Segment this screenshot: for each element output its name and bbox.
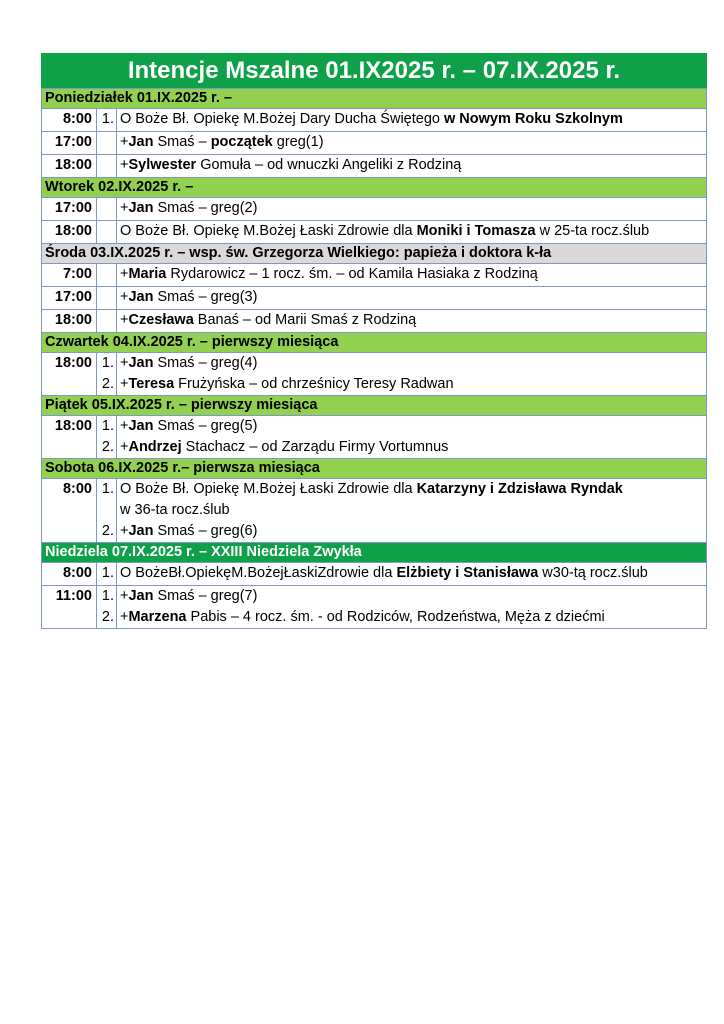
intention-texts (117, 198, 707, 221)
day-header: Wtorek 02.IX.2025 r. – (42, 178, 707, 198)
intention-texts (117, 221, 707, 244)
mass-time: 7:00 (42, 264, 97, 287)
intention-texts (117, 310, 707, 333)
intention-number: 1. (101, 418, 114, 434)
intention-number: 1. (101, 481, 114, 497)
intention-text: + (120, 376, 129, 392)
mass-time: 8:00 (42, 563, 97, 586)
intention-name: Jan (128, 588, 154, 604)
mass-row (42, 132, 707, 155)
intention-number: 2. (101, 439, 114, 455)
intention-text: + (120, 588, 129, 604)
intention-text: + (120, 134, 129, 150)
intention-line (120, 198, 703, 219)
intention-number (97, 132, 114, 153)
intention-name: początek (210, 134, 273, 150)
intention-numbers (97, 198, 117, 221)
intention-number (97, 198, 114, 219)
day-header-row (42, 89, 707, 109)
day-header: Piątek 05.IX.2025 r. – pierwszy miesiąca (42, 396, 707, 416)
intention-line (120, 479, 703, 500)
intention-text: Smaś – greg(7) (153, 588, 258, 604)
intention-text: greg(1) (272, 134, 324, 150)
day-header-row (42, 543, 707, 563)
intention-numbers (97, 479, 117, 543)
intention-numbers (97, 155, 117, 178)
mass-time: 17:00 (42, 287, 97, 310)
intention-numbers (97, 132, 117, 155)
intention-name: Jan (128, 418, 154, 434)
mass-row (42, 155, 707, 178)
intention-number: 2. (101, 376, 114, 392)
mass-time: 17:00 (42, 132, 97, 155)
intention-text: Smaś – greg(3) (153, 289, 258, 305)
intention-text: Smaś – greg(4) (153, 355, 258, 371)
mass-row (42, 479, 707, 543)
intention-name: Sylwester (128, 157, 197, 173)
intention-text: Smaś – greg(5) (153, 418, 258, 434)
intention-name: Czesława (128, 312, 194, 328)
intention-name: Jan (128, 523, 154, 539)
page-title: Intencje Mszalne 01.IX2025 r. – 07.IX.2025 r. (41, 53, 707, 88)
day-header: Niedziela 07.IX.2025 r. – XXIII Niedziela Zwykła (42, 543, 707, 563)
intention-line (120, 155, 703, 176)
intentions-document (41, 53, 707, 629)
mass-row (42, 563, 707, 586)
intention-text: O Boże Bł. Opiekę M.Bożej Łaski Zdrowie dla (120, 481, 417, 497)
intention-line (120, 586, 703, 607)
intention-texts (117, 586, 707, 629)
day-header-row (42, 333, 707, 353)
intention-line (120, 132, 703, 153)
mass-row (42, 109, 707, 132)
intention-text: Rydarowicz – 1 rocz. śm. – od Kamila Hasiaka z Rodziną (166, 266, 538, 282)
intention-texts (117, 416, 707, 459)
intention-name: Jan (128, 355, 154, 371)
day-header: Poniedziałek 01.IX.2025 r. – (42, 89, 707, 109)
intention-texts (117, 155, 707, 178)
intention-text: + (120, 418, 129, 434)
intention-text: + (120, 355, 129, 371)
intention-line (120, 264, 703, 285)
intention-line (120, 563, 703, 584)
intention-texts (117, 287, 707, 310)
intention-line (120, 287, 703, 308)
intention-name: Marzena (128, 609, 187, 625)
intentions-table (41, 88, 707, 629)
intention-text: Stachacz – od Zarządu Firmy Vortumnus (181, 439, 449, 455)
intention-texts (117, 563, 707, 586)
intention-line (120, 500, 703, 521)
intention-line (120, 109, 703, 130)
day-header-row (42, 244, 707, 264)
intention-name: Jan (128, 289, 154, 305)
mass-row (42, 416, 707, 459)
intention-text: + (120, 200, 129, 216)
intention-text: + (120, 157, 129, 173)
mass-time: 8:00 (42, 109, 97, 132)
intention-number: 1. (101, 588, 114, 604)
intention-numbers (97, 310, 117, 333)
mass-time: 11:00 (42, 586, 97, 629)
mass-row (42, 586, 707, 629)
intention-text: + (120, 523, 129, 539)
intention-name: Elżbiety i Stanisława (396, 565, 539, 581)
day-header-row (42, 459, 707, 479)
mass-time: 18:00 (42, 353, 97, 396)
intention-number: 1. (101, 355, 114, 371)
intention-number (97, 310, 114, 331)
intention-name: Maria (128, 266, 167, 282)
intention-text: Smaś – (153, 134, 211, 150)
intention-texts (117, 109, 707, 132)
intention-text: O Boże Bł. Opiekę M.Bożej Dary Ducha Świętego (120, 111, 444, 127)
intention-line (120, 607, 703, 628)
intention-line (120, 374, 703, 395)
intention-text: O Boże Bł. Opiekę M.Bożej Łaski Zdrowie dla (120, 223, 417, 239)
intention-line (120, 310, 703, 331)
intention-number (97, 500, 114, 521)
intention-text: Pabis – 4 rocz. śm. - od Rodziców, Rodzeństwa, Męża z dziećmi (186, 609, 605, 625)
mass-row (42, 310, 707, 333)
day-header: Środa 03.IX.2025 r. – wsp. św. Grzegorza Wielkiego: papieża i doktora k-ła (42, 244, 707, 264)
intention-numbers (97, 264, 117, 287)
mass-time: 18:00 (42, 155, 97, 178)
intention-line (120, 221, 703, 242)
intention-numbers (97, 287, 117, 310)
intention-text: + (120, 312, 129, 328)
intention-text: + (120, 439, 129, 455)
intention-line (120, 416, 703, 437)
intention-number: 2. (101, 609, 114, 625)
intention-texts (117, 353, 707, 396)
mass-time: 18:00 (42, 221, 97, 244)
day-header: Czwartek 04.IX.2025 r. – pierwszy miesiąca (42, 333, 707, 353)
mass-row (42, 198, 707, 221)
intention-name: Teresa (128, 376, 175, 392)
intention-name: Jan (128, 200, 154, 216)
intention-numbers (97, 353, 117, 396)
intention-name: Jan (128, 134, 154, 150)
day-header: Sobota 06.IX.2025 r.– pierwsza miesiąca (42, 459, 707, 479)
intention-text: + (120, 289, 129, 305)
intention-number: 1. (101, 111, 114, 127)
intention-number (97, 264, 114, 285)
intention-texts (117, 132, 707, 155)
intention-text: + (120, 609, 129, 625)
mass-time: 17:00 (42, 198, 97, 221)
intention-text: w 36-ta rocz.ślub (120, 502, 230, 518)
intention-line (120, 521, 703, 542)
intention-text: Smaś – greg(2) (153, 200, 258, 216)
intention-text: Frużyńska – od chrześnicy Teresy Radwan (174, 376, 454, 392)
intention-name: Katarzyny i Zdzisława Ryndak (416, 481, 623, 497)
intention-texts (117, 479, 707, 543)
intention-text: Smaś – greg(6) (153, 523, 258, 539)
day-header-row (42, 178, 707, 198)
mass-time: 18:00 (42, 416, 97, 459)
intention-texts (117, 264, 707, 287)
mass-row (42, 264, 707, 287)
intention-number (97, 287, 114, 308)
intention-name: Moniki i Tomasza (416, 223, 536, 239)
mass-row (42, 353, 707, 396)
mass-row (42, 221, 707, 244)
intention-number: 2. (101, 523, 114, 539)
intention-numbers (97, 563, 117, 586)
intention-numbers (97, 586, 117, 629)
intention-number (97, 155, 114, 176)
intention-name: w Nowym Roku Szkolnym (443, 111, 623, 127)
intention-line (120, 353, 703, 374)
intention-text: w 25-ta rocz.ślub (535, 223, 650, 239)
intention-text: O BożeBł.OpiekęM.BożejŁaskiZdrowie dla (120, 565, 397, 581)
intention-number: 1. (101, 565, 114, 581)
intention-text: Gomuła – od wnuczki Angeliki z Rodziną (196, 157, 462, 173)
intention-text: + (120, 266, 129, 282)
intention-numbers (97, 416, 117, 459)
intention-numbers (97, 221, 117, 244)
intention-text: w30-tą rocz.ślub (538, 565, 648, 581)
mass-time: 8:00 (42, 479, 97, 543)
intention-text: Banaś – od Marii Smaś z Rodziną (193, 312, 417, 328)
intention-line (120, 437, 703, 458)
intention-name: Andrzej (128, 439, 182, 455)
mass-time: 18:00 (42, 310, 97, 333)
intention-numbers (97, 109, 117, 132)
intention-number (97, 221, 114, 242)
day-header-row (42, 396, 707, 416)
mass-row (42, 287, 707, 310)
